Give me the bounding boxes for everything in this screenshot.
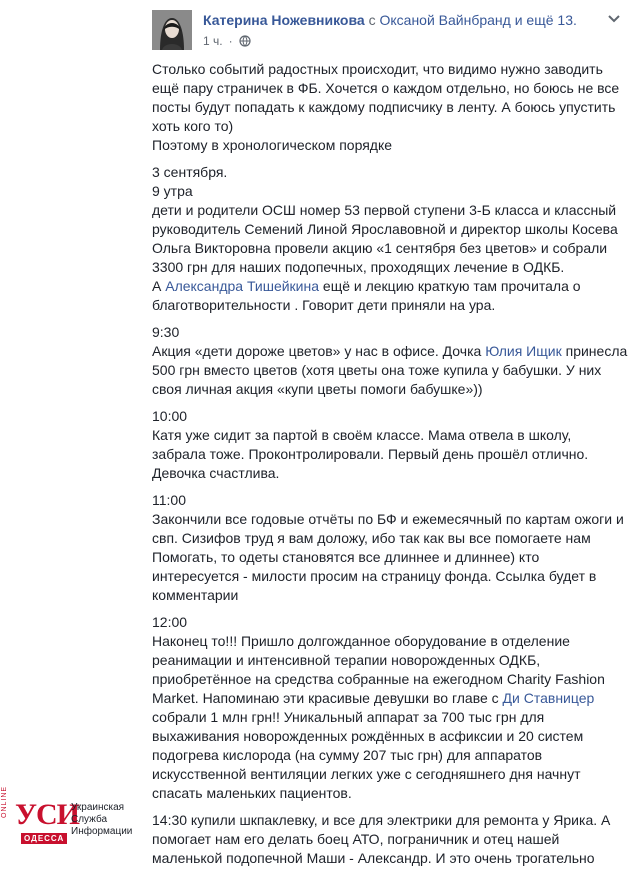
text-line: благотворительности . Говорит дети приняли на ура. xyxy=(152,297,496,313)
text-line: Катя уже сидит за партой в своём классе. Мама отвела в школу, xyxy=(152,427,572,443)
text-line xyxy=(152,342,632,361)
block-9am xyxy=(152,163,632,315)
logo-online: ONLINE xyxy=(1,785,8,818)
globe-icon[interactable] xyxy=(239,35,251,47)
block-1100 xyxy=(152,491,632,605)
text-line: Помогать, то одеты становятся все длиннее и длиннее) кто xyxy=(152,549,540,565)
text-fragment: Market. Напоминаю эти красивые девушки во главе с xyxy=(152,690,499,706)
text-line: реанимации и интенсивной терапии новорожденных ОДКБ, xyxy=(152,652,541,668)
text-line: Наконец то!!! Пришло долгожданное оборудование в отделение xyxy=(152,633,570,649)
tagged-people-link[interactable]: Оксаной Вайнбранд и ещё 13. xyxy=(379,12,577,28)
logo-desc-line: Украинская xyxy=(71,802,125,813)
mention-link[interactable]: Ди Ставницер xyxy=(502,690,595,706)
avatar[interactable] xyxy=(152,10,192,50)
block-1200 xyxy=(152,613,632,803)
text-line: посты будут попадать к каждому подписчику в ленту. А боюсь упустить xyxy=(152,99,616,115)
logo-description xyxy=(71,802,132,838)
logo-brand: УСИ xyxy=(15,798,80,831)
text-line: спасать маленьких пациентов. xyxy=(152,785,352,801)
time-line: 12:00 xyxy=(152,614,188,630)
text-fragment: А xyxy=(152,278,162,294)
text-line: Столько событий радостных происходит, что видимо нужно заводить xyxy=(152,61,603,77)
text-line: забрала тоже. Проконтролировали. Первый день прошёл отлично. xyxy=(152,446,589,462)
chevron-down-icon[interactable] xyxy=(604,12,624,26)
meta-separator: · xyxy=(228,34,233,48)
text-line: 14:30 купили шкпаклевку, и все для электрики для ремонта у Ярика. А xyxy=(152,812,611,828)
text-line xyxy=(152,277,632,296)
time-line: 9 утра xyxy=(152,183,193,199)
block-1000 xyxy=(152,407,632,483)
text-line: ещё пару страничек в ФБ. Хочется о каждом отдельно, но боюсь не все xyxy=(152,80,620,96)
text-line: Закончили все годовые отчёты по БФ и ежемесячный по картам ожоги и xyxy=(152,511,624,527)
post-text xyxy=(152,60,632,876)
usi-logo xyxy=(1,785,133,852)
text-line: 500 грн вместо цветов (хотя цветы она тоже купила у бабушки. У них xyxy=(152,362,602,378)
text-line: искусственной вентиляции легких уже с сегодняшнего дня начнут xyxy=(152,766,581,782)
mention-link[interactable]: Юлия Ищик xyxy=(485,343,562,359)
block-930 xyxy=(152,323,632,399)
text-fragment: Акция «дети дороже цветов» у нас в офисе. Дочка xyxy=(152,343,482,359)
text-fragment: принесла xyxy=(565,343,628,359)
text-line: маленькой подопечной Маши - Александр. И это очень трогательно xyxy=(152,850,595,866)
text-line: собрали 1 млн грн!! Уникальный аппарат за 700 тыс грн для xyxy=(152,709,545,725)
time-line: 10:00 xyxy=(152,408,188,424)
post-meta xyxy=(203,34,251,48)
text-line: подогрева кислорода (на сумму 207 тыс грн) для аппаратов xyxy=(152,747,543,763)
text-line: Девочка счастлива. xyxy=(152,465,280,481)
text-fragment: ещё и лекцию краткую там прочитала о xyxy=(322,278,581,294)
text-line: свп. Сизифов труд я вам доложу, ибо так как вы все помогаете нам xyxy=(152,530,591,546)
logo-desc-line: Информации xyxy=(71,826,133,837)
text-line: дети и родители ОСШ номер 53 первой ступени 3-Б класса и классный xyxy=(152,202,617,218)
text-line: помогает нам его делать боец АТО, пограничник и отец нашей xyxy=(152,831,560,847)
text-line: Поэтому в хронологическом порядке xyxy=(152,137,393,153)
logo-desc-line: Служба xyxy=(71,814,108,825)
author-name[interactable]: Катерина Ножевникова xyxy=(203,12,365,28)
logo-city: ОДЕССА xyxy=(21,833,67,844)
intro-paragraph xyxy=(152,60,632,155)
time-line: 11:00 xyxy=(152,492,186,508)
time-line: 9:30 xyxy=(152,324,180,340)
text-line: интересуется - милости просим на страницу фонда. Ссылка будет в xyxy=(152,568,597,584)
text-line: Ольга Викторовна провели акцию «1 сентября без цветов» и собрали xyxy=(152,240,608,256)
text-line: приобретённое на средства собранные на ежегодном Charity Fashion xyxy=(152,671,605,687)
text-line: 3300 грн для наших подопечных, проходящих лечение в ОДКБ. xyxy=(152,259,565,275)
text-line: комментарии xyxy=(152,587,239,603)
text-line xyxy=(152,689,632,708)
text-line: хоть кого то) xyxy=(152,118,234,134)
mention-link[interactable]: Александра Тишейкина xyxy=(165,278,320,294)
with-prefix: с xyxy=(368,12,376,28)
date-line: 3 сентября. xyxy=(152,164,228,180)
text-line: руководитель Семений Линой Ярославовной и директор школы Косева xyxy=(152,221,618,237)
text-line: выхаживания новорожденных рождённых в асфиксии и 20 систем xyxy=(152,728,584,744)
post-time[interactable]: 1 ч. xyxy=(203,34,223,48)
block-1430 xyxy=(152,811,632,868)
post-header xyxy=(203,12,577,28)
text-line: своя личная акция «купи цветы помоги бабушке»)) xyxy=(152,381,483,397)
